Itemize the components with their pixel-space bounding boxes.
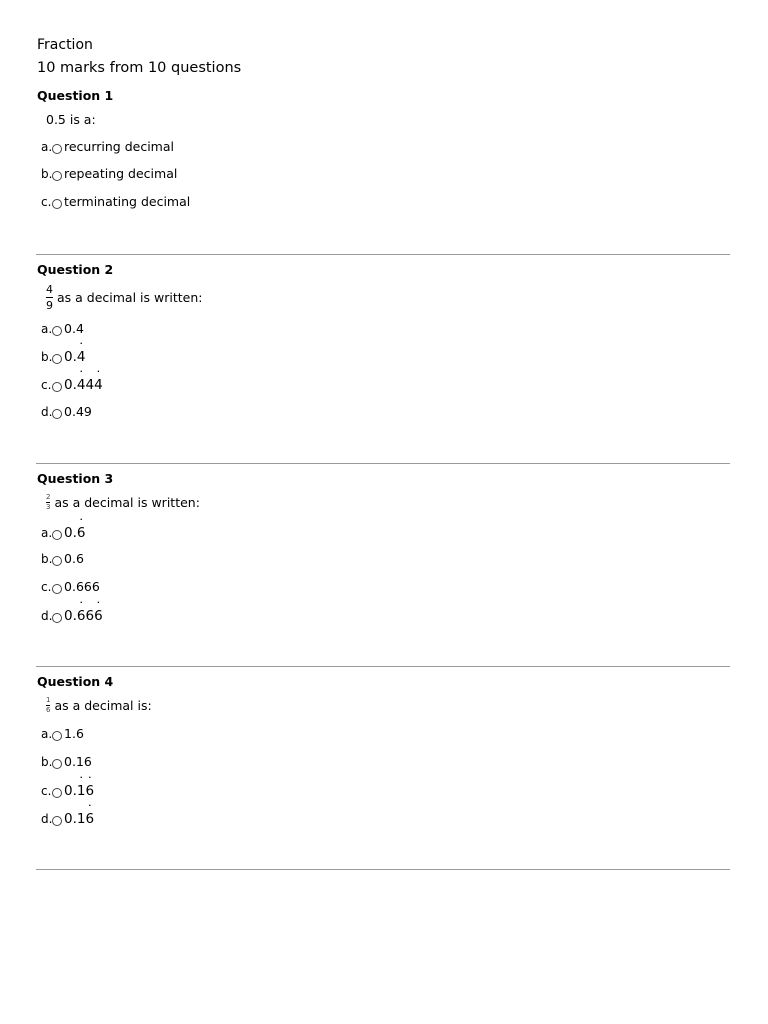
fraction-denominator: 9 (46, 299, 53, 312)
radio-button[interactable] (52, 613, 62, 623)
question-3-option-d[interactable] (41, 608, 103, 624)
question-3-option-b[interactable] (41, 551, 84, 566)
quiz-subtitle: 10 marks from 10 questions (37, 60, 242, 76)
option-label: 0.4 (64, 321, 84, 336)
question-1-option-b[interactable] (41, 166, 177, 181)
question-4-heading: Question 4 (37, 674, 114, 689)
option-letter: d. (41, 812, 53, 826)
fraction-denominator: 6 (46, 706, 51, 714)
radio-button[interactable] (52, 144, 62, 154)
option-letter: b. (41, 754, 53, 769)
radio-button[interactable] (52, 816, 62, 826)
question-divider (36, 666, 730, 667)
radio-button[interactable] (52, 382, 62, 392)
radio-button[interactable] (52, 530, 62, 540)
option-label: recurring decimal (64, 139, 174, 154)
question-2-option-a[interactable] (41, 321, 84, 336)
option-letter: b. (41, 551, 53, 566)
question-1-option-c[interactable] (41, 194, 190, 209)
option-letter: b. (41, 350, 53, 364)
question-3-text (46, 494, 200, 511)
fraction-denominator: 3 (46, 503, 51, 511)
option-label: 0.6 (64, 551, 84, 566)
question-1-heading: Question 1 (37, 88, 114, 103)
question-2-heading: Question 2 (37, 262, 114, 277)
question-4-option-a[interactable] (41, 726, 84, 741)
question-1-text: 0.5 is a: (46, 112, 96, 127)
radio-button[interactable] (52, 731, 62, 741)
question-4-text (46, 697, 152, 714)
option-label: terminating decimal (64, 194, 191, 209)
option-label: 0.6 ˙66 ˙ (64, 608, 103, 624)
question-divider (36, 254, 730, 255)
question-2-option-b[interactable] (41, 349, 85, 365)
option-label: 0.6 ˙ (64, 525, 85, 541)
question-3-heading: Question 3 (37, 471, 114, 486)
radio-button[interactable] (52, 171, 62, 181)
option-label: 0.16 ˙ (64, 811, 94, 827)
option-letter: a. (41, 321, 53, 336)
option-letter: d. (41, 404, 53, 419)
question-4-option-d[interactable] (41, 811, 94, 827)
radio-button[interactable] (52, 584, 62, 594)
option-label: 0.49 (64, 404, 92, 419)
question-2-text (46, 284, 202, 311)
fraction (46, 494, 50, 511)
option-label: 0.1 ˙6 ˙ (64, 783, 94, 799)
option-letter: c. (41, 378, 52, 392)
question-3-option-c[interactable] (41, 579, 100, 594)
option-letter: c. (41, 784, 52, 798)
radio-button[interactable] (52, 556, 62, 566)
radio-button[interactable] (52, 354, 62, 364)
fraction-numerator: 2 (46, 493, 51, 501)
option-label: 1.6 (64, 726, 84, 741)
question-text: as a decimal is written: (54, 495, 200, 510)
quiz-title: Fraction (37, 37, 93, 53)
radio-button[interactable] (52, 199, 62, 209)
fraction-numerator: 1 (46, 696, 51, 704)
option-label: repeating decimal (64, 166, 178, 181)
question-4-option-b[interactable] (41, 754, 92, 769)
question-2-option-d[interactable] (41, 404, 92, 419)
radio-button[interactable] (52, 326, 62, 336)
fraction (46, 697, 50, 714)
option-letter: a. (41, 139, 53, 154)
option-label: 0.16 (64, 754, 92, 769)
question-divider (36, 869, 730, 870)
option-letter: c. (41, 194, 52, 209)
option-label: 0.4 ˙44 ˙ (64, 377, 103, 393)
option-label: 0.666 (64, 579, 100, 594)
question-4-option-c[interactable] (41, 783, 94, 799)
option-letter: b. (41, 166, 53, 181)
fraction-numerator: 4 (46, 283, 53, 296)
question-3-option-a[interactable] (41, 525, 85, 541)
question-divider (36, 463, 730, 464)
option-letter: a. (41, 526, 53, 540)
question-text: as a decimal is: (54, 698, 152, 713)
option-letter: a. (41, 726, 53, 741)
question-text: as a decimal is written: (57, 290, 203, 305)
option-letter: d. (41, 609, 53, 623)
option-label: 0.4 ˙ (64, 349, 85, 365)
question-2-option-c[interactable] (41, 377, 103, 393)
radio-button[interactable] (52, 788, 62, 798)
question-1-option-a[interactable] (41, 139, 174, 154)
radio-button[interactable] (52, 409, 62, 419)
radio-button[interactable] (52, 759, 62, 769)
fraction (46, 284, 53, 311)
fraction-bar (46, 297, 53, 298)
option-letter: c. (41, 579, 52, 594)
